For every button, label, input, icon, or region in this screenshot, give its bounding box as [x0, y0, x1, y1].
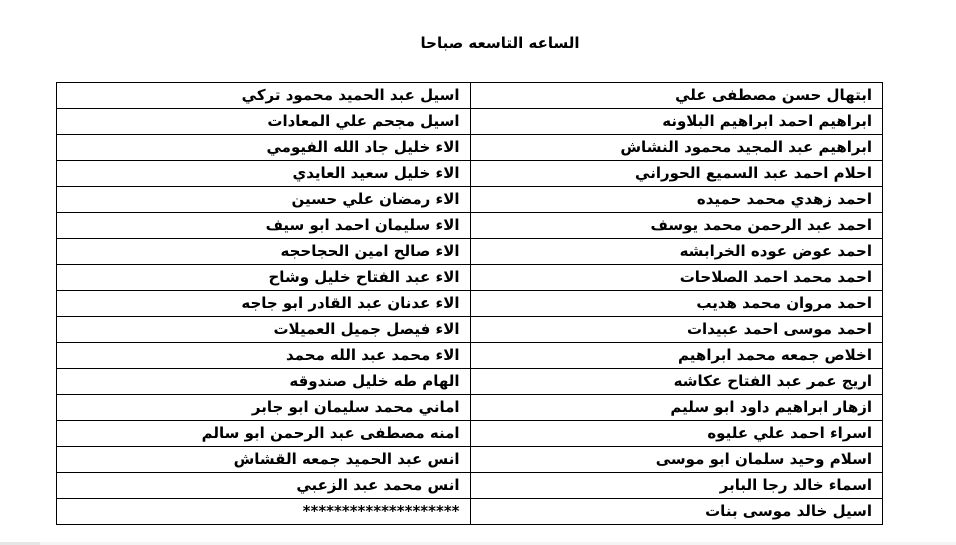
name-cell-right: احمد عبد الرحمن محمد يوسف [470, 213, 882, 239]
name-cell-left: اسيل مجحم علي المعادات [57, 109, 471, 135]
table-row [57, 369, 883, 395]
name-cell-right: اسماء خالد رجا البابر [470, 473, 882, 499]
name-cell-right: احمد زهدي محمد حميده [470, 187, 882, 213]
name-cell-right: اخلاص جمعه محمد ابراهيم [470, 343, 882, 369]
table-row [57, 395, 883, 421]
name-cell-left: الاء محمد عبد الله محمد [57, 343, 471, 369]
name-cell-right: احمد موسى احمد عبيدات [470, 317, 882, 343]
table-row [57, 343, 883, 369]
name-cell-right: ابراهيم عبد المجيد محمود النشاش [470, 135, 882, 161]
name-cell-left: الاء سليمان احمد ابو سيف [57, 213, 471, 239]
name-cell-right: احمد عوض عوده الخرابشه [470, 239, 882, 265]
name-cell-right: ابراهيم احمد ابراهيم البلاونه [470, 109, 882, 135]
name-cell-left: انس عبد الحميد جمعه القشاش [57, 447, 471, 473]
table-row [57, 291, 883, 317]
name-cell-right: اسراء احمد علي عليوه [470, 421, 882, 447]
names-table [56, 82, 883, 525]
table-row [57, 213, 883, 239]
name-cell-left: اماني محمد سليمان ابو جابر [57, 395, 471, 421]
table-row [57, 473, 883, 499]
table-row [57, 135, 883, 161]
table-row [57, 265, 883, 291]
name-cell-left: ******************** [57, 499, 471, 525]
name-cell-left: الاء رمضان علي حسين [57, 187, 471, 213]
name-cell-left: الهام طه خليل صندوقه [57, 369, 471, 395]
table-row [57, 317, 883, 343]
name-cell-right: اسلام وحيد سلمان ابو موسى [470, 447, 882, 473]
name-cell-left: الاء عدنان عبد القادر ابو جاجه [57, 291, 471, 317]
table-row [57, 421, 883, 447]
name-cell-right: ازهار ابراهيم داود ابو سليم [470, 395, 882, 421]
name-cell-right: اسيل خالد موسى بنات [470, 499, 882, 525]
table-row [57, 83, 883, 109]
table-row [57, 447, 883, 473]
name-cell-right: اريج عمر عبد الفتاح عكاشه [470, 369, 882, 395]
name-cell-left: الاء خليل جاد الله الفيومي [57, 135, 471, 161]
page-title: الساعه التاسعه صباحا [420, 34, 580, 52]
table-row [57, 109, 883, 135]
table-row [57, 239, 883, 265]
name-cell-left: انس محمد عبد الزعبي [57, 473, 471, 499]
name-cell-right: احلام احمد عبد السميع الحوراني [470, 161, 882, 187]
name-cell-right: احمد محمد احمد الصلاحات [470, 265, 882, 291]
name-cell-right: ابتهال حسن مصطفى علي [470, 83, 882, 109]
name-cell-right: احمد مروان محمد هديب [470, 291, 882, 317]
name-cell-left: الاء فيصل جميل العميلات [57, 317, 471, 343]
name-cell-left: الاء صالح امين الحجاحجه [57, 239, 471, 265]
table-row [57, 499, 883, 525]
name-cell-left: اسيل عبد الحميد محمود تركي [57, 83, 471, 109]
table-row [57, 187, 883, 213]
name-cell-left: امنه مصطفى عبد الرحمن ابو سالم [57, 421, 471, 447]
name-cell-left: الاء عبد الفتاح خليل وشاح [57, 265, 471, 291]
table-row [57, 161, 883, 187]
names-table-body [57, 83, 883, 525]
name-cell-left: الاء خليل سعيد العايدي [57, 161, 471, 187]
